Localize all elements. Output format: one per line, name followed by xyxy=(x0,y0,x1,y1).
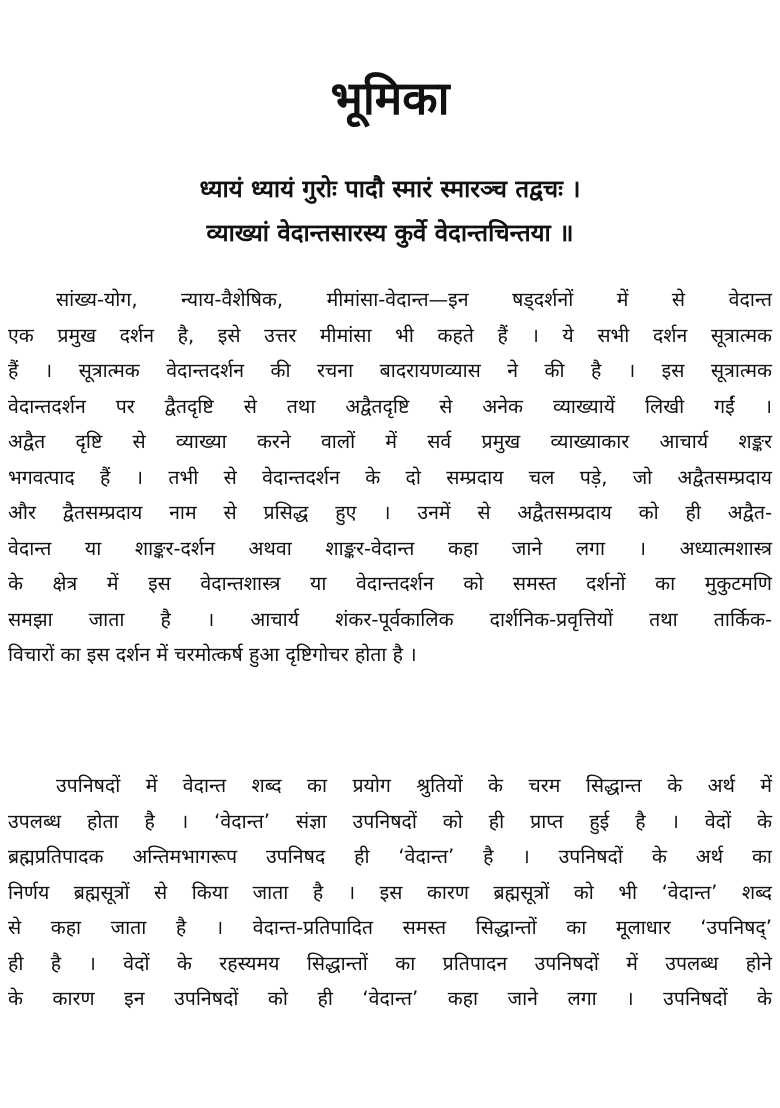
paragraph-1 xyxy=(8,282,772,673)
paragraph-2-line: ही है । वेदों के रहस्यमय सिद्धान्तों का प्रतिपादन उपनिषदों में उपलब्ध होने xyxy=(8,951,772,975)
paragraph-1-line: वेदान्तदर्शन पर द्वैतदृष्टि से तथा अद्वैतदृष्टि से अनेक व्याख्यायें लिखी गईं । xyxy=(8,394,772,418)
paragraph-2 xyxy=(8,768,772,1017)
verse-line-1: ध्यायं ध्यायं गुरोः पादौ स्मारं स्मारञ्च तद्वचः । xyxy=(199,175,581,203)
paragraph-2-line: के कारण इन उपनिषदों को ही ‘वेदान्त’ कहा जाने लगा । उपनिषदों के xyxy=(8,987,772,1010)
paragraph-2-line: उपलब्ध होता है । ‘वेदान्त’ संज्ञा उपनिषदों को ही प्राप्त हुई है । वेदों के xyxy=(8,809,772,833)
paragraph-1-line: अद्वैत दृष्टि से व्याख्या करने वालों में सर्व प्रमुख व्याख्याकार आचार्य शङ्कर xyxy=(8,430,772,453)
paragraph-2-line: से कहा जाता है । वेदान्त-प्रतिपादित समस्त सिद्धान्तों का मूलाधार ‘उपनिषद्’ xyxy=(8,916,772,939)
paragraph-2-line: निर्णय ब्रह्मसूत्रों से किया जाता है । इस कारण ब्रह्मसूत्रों को भी ‘वेदान्त’ शब्द xyxy=(8,880,772,904)
paragraph-1-line: विचारों का इस दर्शन में चरमोत्कर्ष हुआ दृष्टिगोचर होता है । xyxy=(8,643,417,666)
paragraph-2-line: ब्रह्मप्रतिपादक अन्तिमभागरूप उपनिषद ही ‘वेदान्त’ है । उपनिषदों के अर्थ का xyxy=(8,845,772,868)
paragraph-1-line: के क्षेत्र में इस वेदान्तशास्त्र या वेदान्तदर्शन को समस्त दर्शनों का मुकुटमणि xyxy=(8,572,772,595)
paragraph-1-line: सांख्य-योग, न्याय-वैशेषिक, मीमांसा-वेदान्त—इन षड्दर्शनों में से वेदान्त xyxy=(56,288,772,311)
paragraph-1-line: समझा जाता है । आचार्य शंकर-पूर्वकालिक दार्शनिक-प्रवृत्तियों तथा तार्किक- xyxy=(8,607,772,631)
verse-line-2: व्याख्यां वेदान्तसारस्य कुर्वे वेदान्तचिन्तया ॥ xyxy=(206,219,574,247)
page-title: भूमिका xyxy=(330,71,450,125)
paragraph-1-line: एक प्रमुख दर्शन है, इसे उत्तर मीमांसा भी कहते हैं । ये सभी दर्शन सूत्रात्मक xyxy=(8,323,772,347)
paragraph-1-line: वेदान्त या शाङ्कर-दर्शन अथवा शाङ्कर-वेदान्त कहा जाने लगा । अध्यात्मशास्त्र xyxy=(8,536,772,560)
paragraph-1-line: हैं । सूत्रात्मक वेदान्तदर्शन की रचना बादरायणव्यास ने की है । इस सूत्रात्मक xyxy=(8,359,772,382)
paragraph-1-line: और द्वैतसम्प्रदाय नाम से प्रसिद्ध हुए । उनमें से अद्वैतसम्प्रदाय को ही अद्वैत- xyxy=(8,501,772,524)
paragraph-1-line: भगवत्पाद हैं । तभी से वेदान्तदर्शन के दो सम्प्रदाय चल पड़े, जो अद्वैतसम्प्रदाय xyxy=(8,465,772,489)
paragraph-2-line: उपनिषदों में वेदान्त शब्द का प्रयोग श्रुतियों के चरम सिद्धान्त के अर्थ में xyxy=(56,774,772,797)
